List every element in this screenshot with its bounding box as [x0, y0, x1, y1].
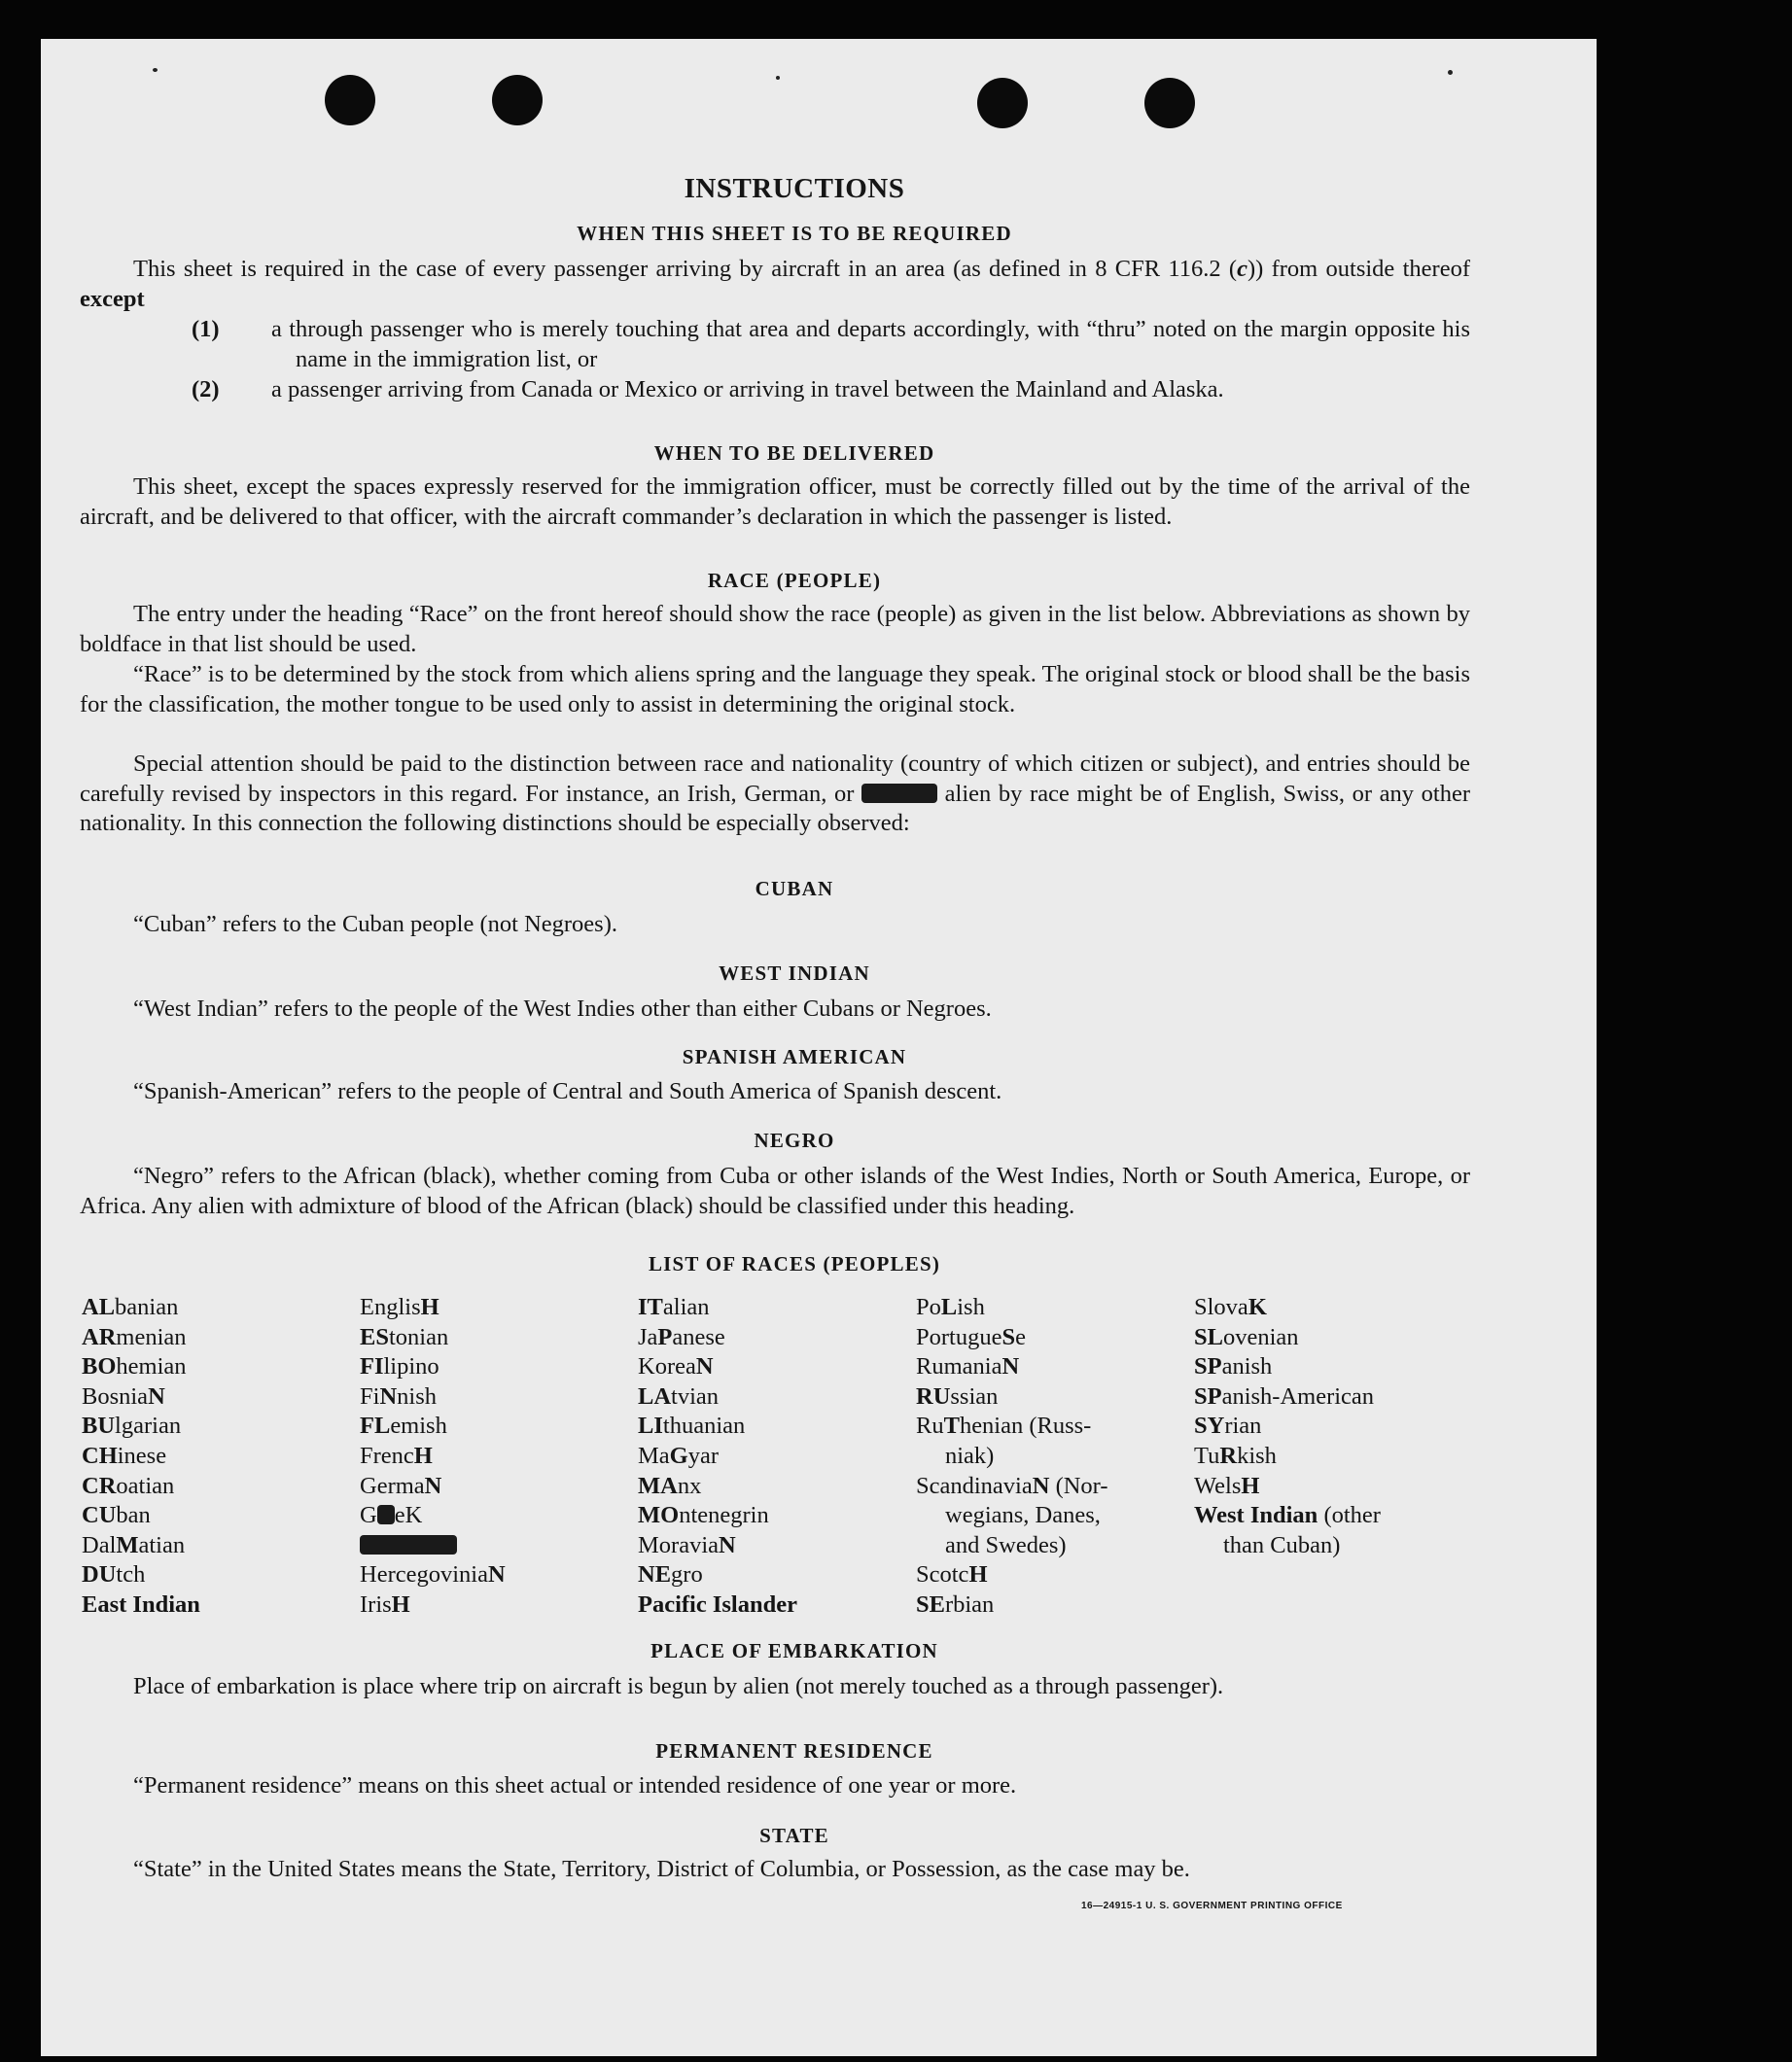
race-abbrev: LI — [638, 1413, 663, 1440]
race-name: tvian — [671, 1382, 720, 1410]
race-abbrev: East Indian — [82, 1590, 200, 1618]
race-entry — [638, 1323, 797, 1353]
race-entry — [638, 1412, 797, 1442]
race-entry — [638, 1382, 797, 1413]
race-abbrev: FL — [360, 1413, 391, 1440]
race-entry — [82, 1323, 200, 1353]
race-abbrev: BO — [82, 1353, 117, 1380]
race-name: gro — [671, 1561, 703, 1589]
race-entry — [1194, 1501, 1381, 1531]
race-name: G — [360, 1502, 377, 1529]
race-name-rest: kish — [1237, 1442, 1277, 1469]
cuban-text: “Cuban” refers to the Cuban people (not Negroes). — [133, 911, 617, 937]
race-name: rian — [1224, 1413, 1262, 1440]
race-name: tonian — [388, 1323, 449, 1350]
race-abbrev: MA — [638, 1472, 678, 1499]
race-abbrev: AL — [82, 1294, 116, 1320]
speck — [1448, 70, 1453, 75]
race-entry — [82, 1590, 200, 1621]
race-entry — [360, 1531, 506, 1561]
race-entry — [360, 1412, 506, 1442]
race-p3-b: alien by race might be of English, Swiss, or any other nationality. In this connection the following distinctions should be especially observed: — [80, 780, 1471, 837]
race-entry — [638, 1472, 797, 1502]
race-entry — [916, 1412, 1108, 1442]
race-name: Ru — [916, 1413, 944, 1440]
punch-hole — [1144, 78, 1195, 128]
race-abbrev-end: N — [148, 1382, 165, 1410]
race-name: anish-American — [1221, 1382, 1375, 1410]
race-entry — [360, 1323, 506, 1353]
race-name: tch — [116, 1561, 146, 1589]
race-abbrev: Pacific Islander — [638, 1590, 797, 1618]
redaction-mark — [861, 784, 937, 803]
race-entry — [82, 1560, 200, 1590]
race-entry — [1194, 1472, 1381, 1502]
race-entry — [360, 1472, 506, 1502]
race-abbrev-mid: L — [940, 1294, 958, 1320]
race-abbrev: CH — [82, 1442, 118, 1469]
residence-text: “Permanent residence” means on this sheet actual or intended residence of one year or more. — [133, 1772, 1017, 1799]
heading-when-required: WHEN THIS SHEET IS TO BE REQUIRED — [577, 222, 1012, 245]
race-name: Iris — [360, 1590, 392, 1618]
redaction-mark — [360, 1535, 457, 1555]
races-column-4 — [916, 1293, 1108, 1621]
heading-permanent-residence: PERMANENT RESIDENCE — [655, 1739, 933, 1763]
page-title: INSTRUCTIONS — [684, 173, 905, 204]
race-abbrev: IT — [638, 1294, 663, 1320]
race-name: Tu — [1194, 1442, 1220, 1469]
race-name: Slova — [1194, 1294, 1248, 1320]
race-entry — [916, 1352, 1108, 1382]
race-name: ntenegrin — [679, 1502, 769, 1529]
race-abbrev: CR — [82, 1472, 117, 1499]
race-name: alian — [662, 1294, 710, 1320]
document-page — [41, 39, 1597, 2056]
race-abbrev-end: H — [968, 1561, 988, 1589]
race-name: banian — [115, 1294, 179, 1320]
race-abbrev-end: N — [424, 1472, 442, 1499]
race-abbrev: NE — [638, 1561, 672, 1589]
race-abbrev: MO — [638, 1502, 680, 1529]
heading-race: RACE (PEOPLE) — [707, 569, 882, 592]
race-name: menian — [116, 1323, 187, 1350]
speck — [776, 76, 780, 80]
race-abbrev-end: N — [1001, 1353, 1020, 1380]
race-entry — [638, 1501, 797, 1531]
race-entry — [82, 1412, 200, 1442]
race-entry — [916, 1293, 1108, 1323]
race-entry — [638, 1531, 797, 1561]
race-entry — [1194, 1382, 1381, 1413]
race-abbrev-end: K — [1247, 1294, 1267, 1320]
race-paragraph-1: The entry under the heading “Race” on the front hereof should show the race (people) as given in the list below. Abbreviations as shown by boldface in that list should be used. — [80, 601, 1470, 657]
punch-hole — [492, 75, 543, 125]
item-number: (2) — [192, 376, 220, 402]
races-column-2 — [360, 1293, 506, 1621]
race-name: Frenc — [360, 1442, 414, 1469]
race-name-rest: anese — [672, 1323, 725, 1350]
race-abbrev-mid: P — [657, 1323, 673, 1350]
race-entry — [82, 1352, 200, 1382]
list-item — [192, 315, 1470, 374]
race-abbrev: BU — [82, 1413, 116, 1440]
race-abbrev: LA — [638, 1382, 672, 1410]
race-entry — [82, 1442, 200, 1472]
race-entry — [360, 1442, 506, 1472]
races-column-1 — [82, 1293, 200, 1621]
race-name: Wels — [1194, 1472, 1242, 1499]
race-paragraph-2: “Race” is to be determined by the stock from which aliens spring and the language they speak. The original stock or blood shall be the basis for the classification, the mother tongue to be used only to assist in determining the original stock. — [80, 661, 1470, 717]
intro-c: c — [1237, 256, 1247, 282]
race-abbrev-end: N — [487, 1561, 506, 1589]
race-entry — [638, 1293, 797, 1323]
heading-when-delivered: WHEN TO BE DELIVERED — [653, 441, 935, 465]
race-entry — [638, 1352, 797, 1382]
race-entry — [360, 1293, 506, 1323]
west-indian-text: “West Indian” refers to the people of the West Indies other than either Cubans or Negroes. — [133, 996, 992, 1022]
intro-text: This sheet is required in the case of every passenger arriving by aircraft in an area (as defined in 8 CFR 116.2 ( — [133, 256, 1238, 282]
race-name: Moravia — [638, 1531, 719, 1558]
intro-text-b: )) from outside thereof — [1247, 256, 1470, 282]
race-name: nx — [677, 1472, 702, 1499]
race-entry — [916, 1560, 1108, 1590]
race-abbrev-end: H — [1241, 1472, 1260, 1499]
list-item — [192, 375, 1470, 405]
races-column-5 — [1194, 1293, 1381, 1560]
when-delivered-text: This sheet, except the spaces expressly reserved for the immigration officer, must be correctly filled out by the time of the arrival of the aircraft, and be delivered to that officer, with the aircraft commander’s declaration in which the passenger is listed. — [80, 473, 1470, 530]
race-abbrev: AR — [82, 1323, 117, 1350]
race-abbrev: West Indian — [1194, 1502, 1318, 1529]
punch-hole — [325, 75, 375, 125]
race-name: Korea — [638, 1353, 696, 1380]
race-abbrev: CU — [82, 1502, 117, 1529]
race-entry — [360, 1352, 506, 1382]
race-name: thuanian — [662, 1413, 746, 1440]
race-name: emish — [390, 1413, 447, 1440]
print-footer: 16—24915-1 U. S. GOVERNMENT PRINTING OFFICE — [1081, 1901, 1343, 1911]
race-name: Englis — [360, 1294, 421, 1320]
race-name: Dal — [82, 1531, 117, 1558]
race-abbrev: SL — [1194, 1323, 1223, 1350]
race-abbrev: FI — [360, 1353, 384, 1380]
race-name: rbian — [944, 1590, 995, 1618]
race-name: Germa — [360, 1472, 425, 1499]
race-name-rest: henian (Russ- — [959, 1413, 1092, 1440]
negro-text: “Negro” refers to the African (black), whether coming from Cuba or other islands of the West Indies, North or South America, Europe, or Africa. Any alien with admixture of blood of the African (black) should be classified under this heading. — [80, 1163, 1470, 1219]
race-abbrev-end: N — [719, 1531, 736, 1558]
race-abbrev-mid: T — [943, 1413, 960, 1440]
race-entry — [360, 1560, 506, 1590]
embarkation-text: Place of embarkation is place where trip on aircraft is begun by alien (not merely touched as a through passenger). — [133, 1673, 1224, 1699]
race-entry — [360, 1382, 506, 1413]
redaction-mark — [377, 1505, 395, 1524]
race-entry — [916, 1501, 1108, 1531]
race-entry — [360, 1590, 506, 1621]
race-abbrev-mid: S — [1001, 1323, 1016, 1350]
race-name: inese — [117, 1442, 167, 1469]
race-entry-continued: niak) — [945, 1442, 995, 1469]
state-text: “State” in the United States means the State, Territory, District of Columbia, or Possession, as the case may be. — [133, 1856, 1190, 1882]
race-entry — [82, 1472, 200, 1502]
race-name-rest: nish — [397, 1382, 437, 1410]
race-abbrev-end: H — [413, 1442, 433, 1469]
race-name: lipino — [383, 1353, 439, 1380]
race-p3-a: Special attention should be paid to the distinction between race and nationality (country of which citizen or subject), and entries should be carefully revised by inspectors in this regard. For instance, an Irish, German, or — [80, 751, 1470, 807]
race-entry — [916, 1472, 1108, 1502]
race-abbrev: SY — [1194, 1413, 1225, 1440]
race-abbrev-end: H — [391, 1590, 410, 1618]
race-name: ban — [116, 1502, 151, 1529]
heading-cuban: CUBAN — [755, 877, 834, 900]
race-entry — [916, 1323, 1108, 1353]
race-abbrev: RU — [916, 1382, 951, 1410]
race-name: Ja — [638, 1323, 658, 1350]
race-abbrev: SP — [1194, 1353, 1222, 1380]
race-name-rest: e — [1015, 1323, 1026, 1350]
race-entry — [638, 1442, 797, 1472]
race-name: Scotc — [916, 1561, 969, 1589]
heading-negro: NEGRO — [754, 1129, 835, 1152]
heading-list-of-races: LIST OF RACES (PEOPLES) — [648, 1252, 941, 1276]
when-required-intro — [80, 255, 1470, 314]
heading-place-of-embarkation: PLACE OF EMBARKATION — [650, 1639, 938, 1662]
race-name: Portugue — [916, 1323, 1002, 1350]
race-abbrev-end: N — [695, 1353, 714, 1380]
intro-except: except — [80, 285, 145, 312]
race-name-rest: eK — [394, 1502, 423, 1529]
race-entry — [1194, 1352, 1381, 1382]
race-entry — [638, 1590, 797, 1621]
race-name: Rumania — [916, 1353, 1002, 1380]
race-entry — [1194, 1323, 1381, 1353]
item-text: a through passenger who is merely touching that area and departs accordingly, with “thru” noted on the margin opposite his name in the immigration list, or — [271, 316, 1470, 372]
punch-hole — [977, 78, 1028, 128]
race-entry-continued: wegians, Danes, — [945, 1502, 1101, 1529]
race-name: anish — [1221, 1353, 1273, 1380]
races-column-3 — [638, 1293, 797, 1621]
race-entry — [82, 1501, 200, 1531]
race-entry — [916, 1382, 1108, 1413]
spanish-american-text: “Spanish-American” refers to the people of Central and South America of Spanish descent. — [133, 1078, 1002, 1104]
race-entry — [1194, 1442, 1381, 1472]
race-entry — [638, 1560, 797, 1590]
heading-state: STATE — [759, 1824, 829, 1847]
race-abbrev-end: N — [1032, 1472, 1050, 1499]
heading-west-indian: WEST INDIAN — [719, 961, 870, 985]
race-entry — [82, 1293, 200, 1323]
race-name: Bosnia — [82, 1382, 149, 1410]
race-name-rest: ish — [957, 1294, 985, 1320]
race-name-rest: atian — [138, 1531, 186, 1558]
race-entry-continued: and Swedes) — [945, 1531, 1067, 1558]
race-name: Ma — [638, 1442, 670, 1469]
item-number: (1) — [192, 316, 220, 342]
race-entry — [82, 1382, 200, 1413]
race-entry — [360, 1501, 506, 1531]
race-name: hemian — [116, 1353, 187, 1380]
race-entry — [1194, 1531, 1381, 1561]
race-paragraph-3 — [80, 750, 1470, 839]
race-abbrev: SP — [1194, 1382, 1222, 1410]
race-name: lgarian — [115, 1413, 182, 1440]
race-name: ovenian — [1222, 1323, 1299, 1350]
race-name: oatian — [116, 1472, 175, 1499]
race-name: ssian — [950, 1382, 999, 1410]
race-abbrev-mid: N — [379, 1382, 398, 1410]
race-name: (other — [1318, 1502, 1381, 1529]
heading-spanish-american: SPANISH AMERICAN — [682, 1045, 907, 1068]
race-entry — [1194, 1412, 1381, 1442]
race-entry-continued: than Cuban) — [1223, 1531, 1341, 1558]
race-abbrev-mid: R — [1219, 1442, 1238, 1469]
race-name: Po — [916, 1294, 941, 1320]
race-abbrev-end: H — [420, 1294, 439, 1320]
race-name: Scandinavia — [916, 1472, 1033, 1499]
race-entry — [916, 1531, 1108, 1561]
race-abbrev-mid: G — [669, 1442, 688, 1469]
race-entry — [916, 1590, 1108, 1621]
race-abbrev: SE — [916, 1590, 945, 1618]
item-text: a passenger arriving from Canada or Mexico or arriving in travel between the Mainland and Alaska. — [271, 376, 1224, 402]
race-entry — [916, 1442, 1108, 1472]
race-name-rest: (Nor- — [1049, 1472, 1108, 1499]
race-entry — [1194, 1293, 1381, 1323]
race-name: Fi — [360, 1382, 380, 1410]
race-abbrev: ES — [360, 1323, 389, 1350]
race-abbrev: DU — [82, 1561, 117, 1589]
race-name: Hercegovinia — [360, 1561, 488, 1589]
race-name-rest: yar — [687, 1442, 720, 1469]
race-abbrev-mid: M — [116, 1531, 139, 1558]
speck — [153, 68, 158, 72]
race-entry — [82, 1531, 200, 1561]
